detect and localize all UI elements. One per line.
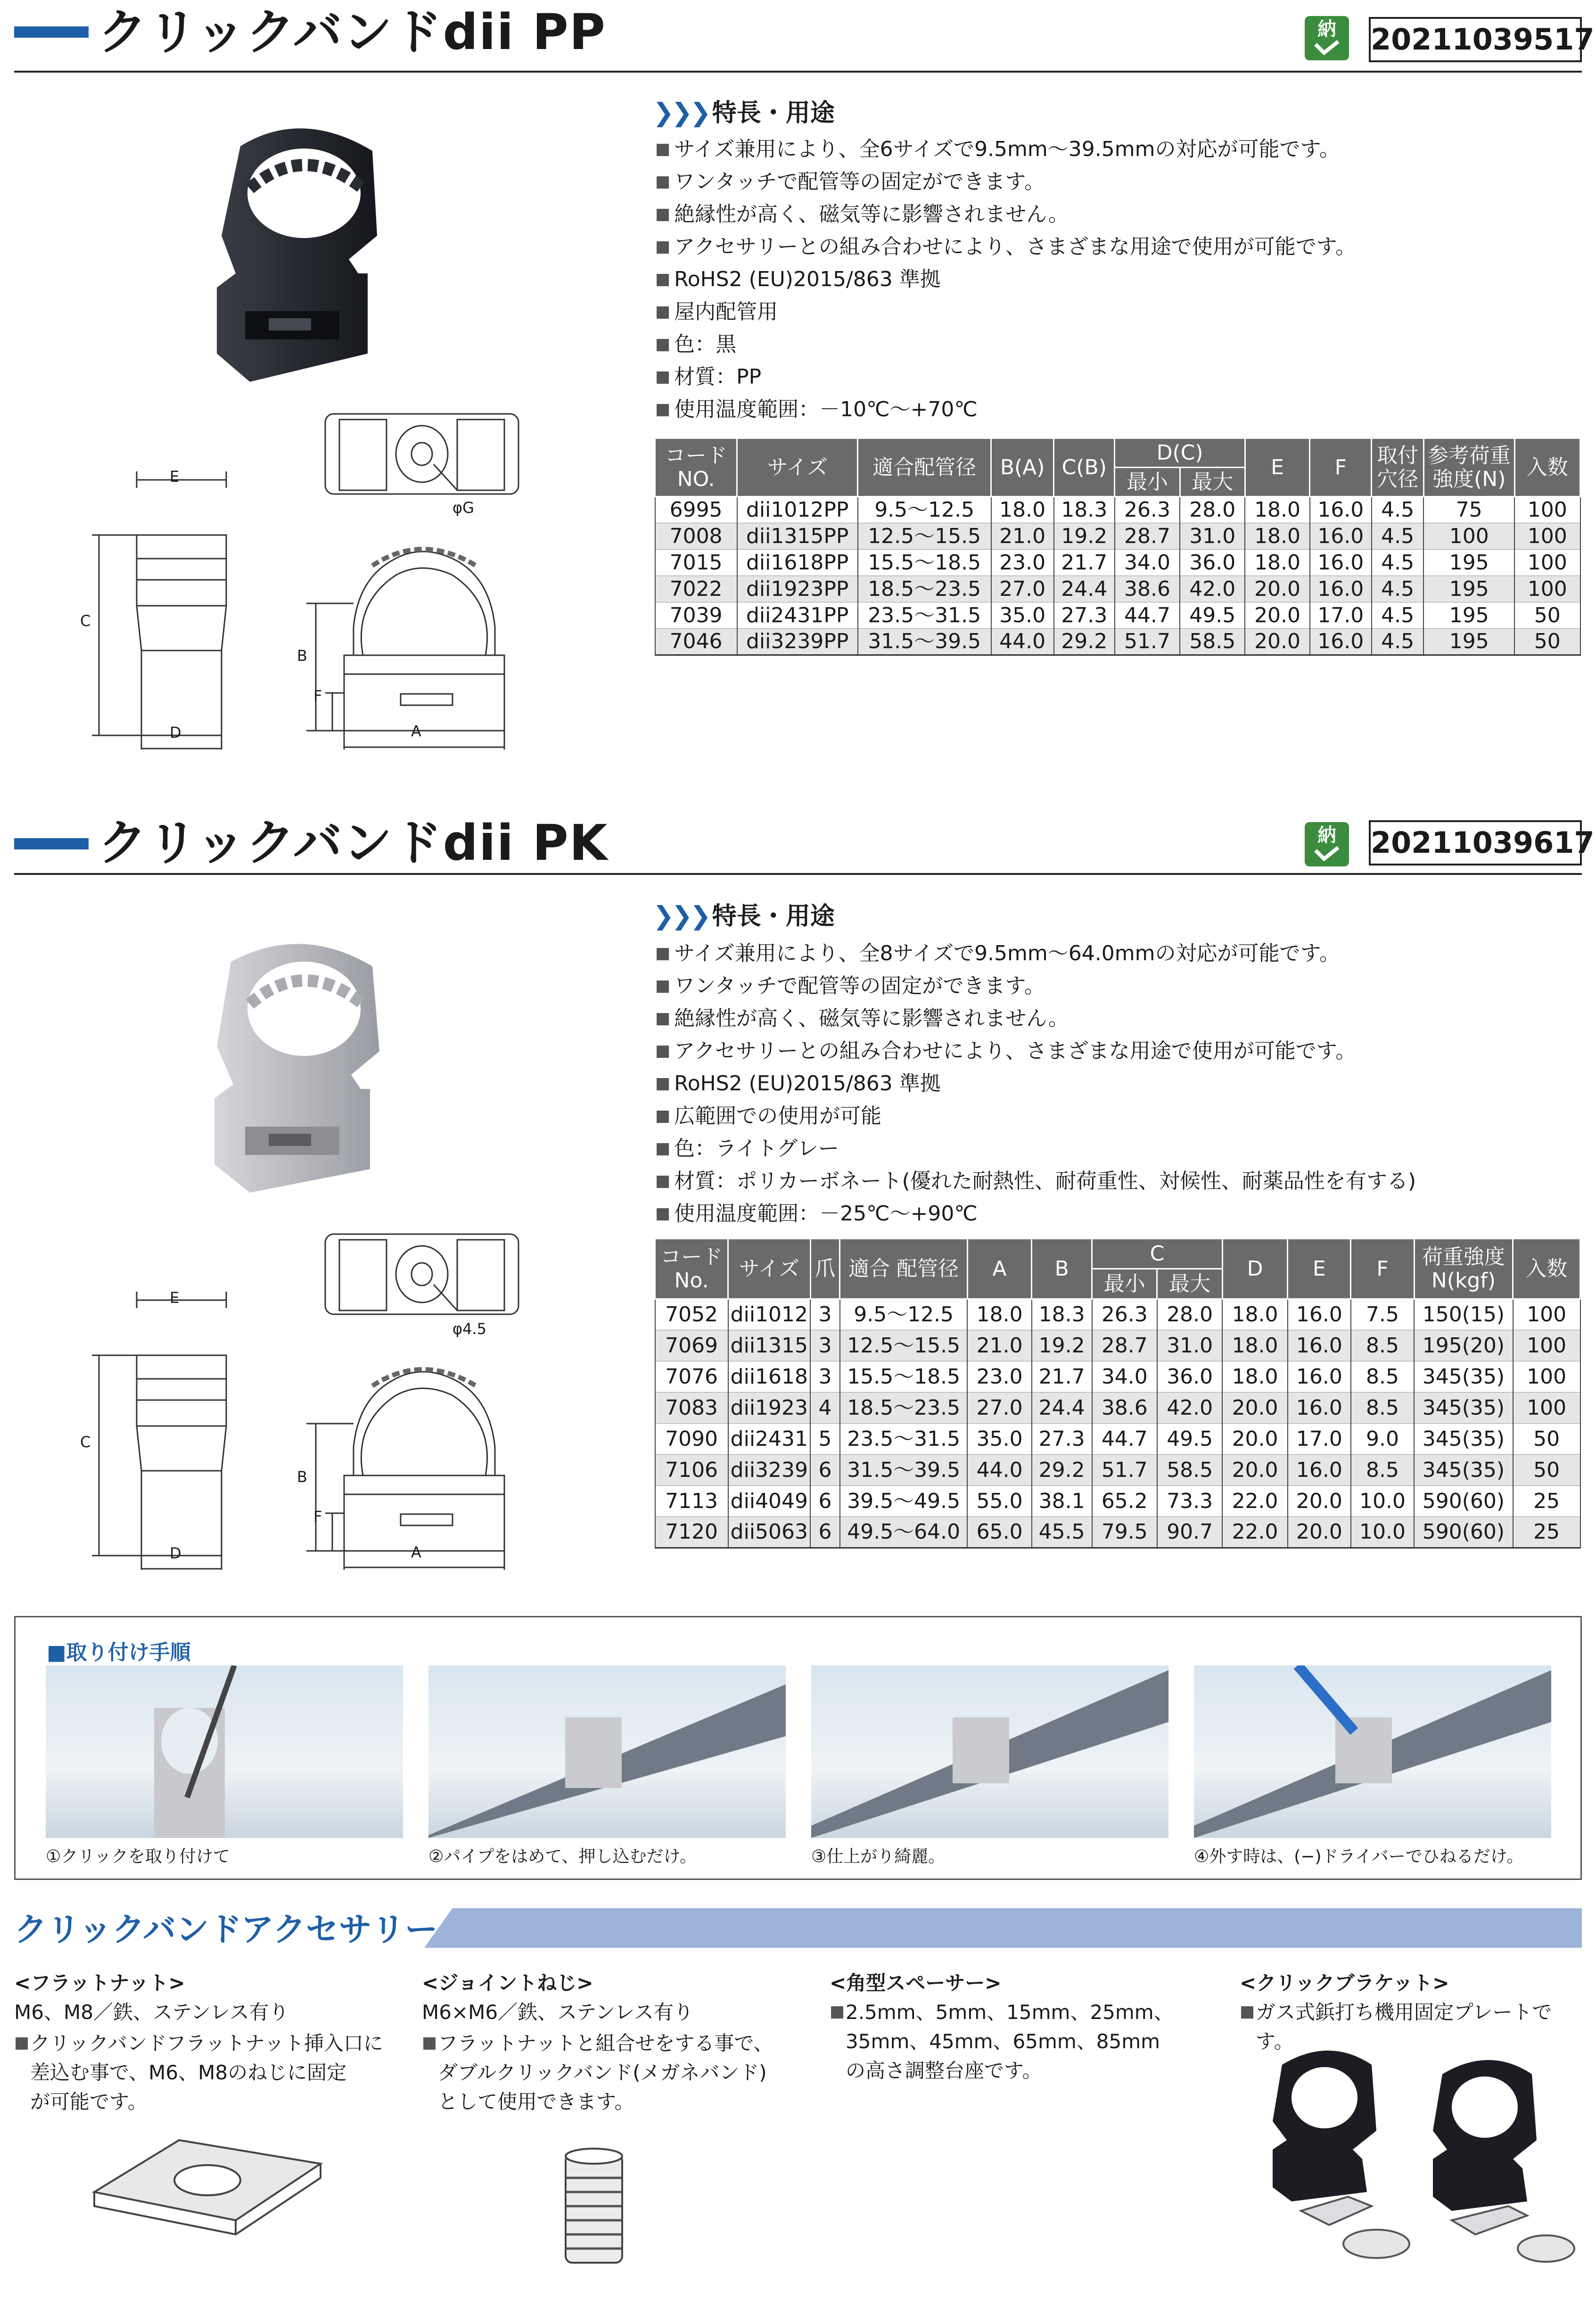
features-list [655, 134, 1356, 427]
col-header: B(A) [991, 438, 1054, 497]
table-cell: 21.0 [991, 523, 1054, 550]
table-cell: 7083 [655, 1393, 728, 1424]
dim-label-f: F [313, 687, 322, 705]
table-cell: 22.0 [1222, 1517, 1287, 1548]
table-cell: 44.7 [1092, 1424, 1157, 1455]
table-cell: dii3239 [728, 1455, 810, 1486]
step-caption: ③仕上がり綺麗。 [811, 1847, 946, 1866]
table-cell: 20.0 [1222, 1393, 1287, 1424]
table-cell: 100 [1514, 497, 1580, 523]
table-cell: 7076 [655, 1361, 728, 1393]
col-header: C(B) [1054, 438, 1115, 497]
table-row [655, 1424, 1580, 1455]
col-header: D [1222, 1239, 1287, 1299]
table-cell: 7.5 [1351, 1299, 1414, 1330]
table-cell: 23.0 [991, 550, 1054, 576]
col-header: 取付 穴径 [1372, 438, 1424, 497]
col-header: E [1288, 1239, 1351, 1299]
col-header: コード NO. [655, 438, 737, 497]
table-cell: 7015 [655, 550, 737, 576]
table-cell: 26.3 [1115, 497, 1180, 523]
table-cell: 17.0 [1310, 602, 1372, 629]
table-cell: 590(60) [1414, 1517, 1513, 1548]
flat-nut-image [85, 2121, 330, 2244]
table-cell: 45.5 [1032, 1517, 1092, 1548]
col-header: 荷重強度 N(kgf) [1414, 1239, 1513, 1299]
delivery-icon: 納 [1305, 822, 1349, 866]
table-row [655, 602, 1580, 629]
table-cell: 25 [1513, 1486, 1580, 1517]
dim-label-a: A [411, 722, 421, 740]
table-cell: 18.3 [1054, 497, 1115, 523]
dim-label-b: B [297, 647, 307, 665]
feature-item: ■ 色：ライトグレー [655, 1133, 1416, 1166]
table-cell: 9.5～12.5 [858, 497, 991, 523]
table-cell: 8.5 [1351, 1330, 1414, 1361]
table-cell: 28.0 [1180, 497, 1245, 523]
dimension-diagram-pp [71, 405, 551, 750]
table-cell: 8.5 [1351, 1361, 1414, 1393]
table-cell: dii1618PP [737, 550, 858, 576]
table-cell: 100 [1514, 550, 1580, 576]
feature-item: ■ アクセサリーとの組み合わせにより、さまざまな用途で使用が可能です。 [655, 1036, 1416, 1068]
table-cell: 20.0 [1245, 576, 1309, 602]
table-cell: 18.5～23.5 [840, 1393, 967, 1424]
table-cell: 42.0 [1180, 576, 1245, 602]
table-cell: 16.0 [1288, 1393, 1351, 1424]
chevron-icon: ❯❯❯ [653, 98, 708, 127]
table-cell: 27.3 [1032, 1424, 1092, 1455]
table-cell: 20.0 [1222, 1455, 1287, 1486]
section-title-pp: クリックバンドdii PP [98, 3, 606, 61]
table-cell: 18.0 [1222, 1361, 1287, 1393]
table-cell: 65.2 [1092, 1486, 1157, 1517]
table-cell: 36.0 [1157, 1361, 1222, 1393]
table-cell: 36.0 [1180, 550, 1245, 576]
step-caption: ①クリックを取り付けて [46, 1847, 230, 1866]
section-marker [14, 26, 89, 38]
table-cell: 21.0 [967, 1330, 1031, 1361]
table-cell: 58.5 [1180, 629, 1245, 655]
table-cell: 4.5 [1372, 629, 1424, 655]
table-cell: 50 [1514, 602, 1580, 629]
table-cell: 7090 [655, 1424, 728, 1455]
section-divider [14, 71, 1582, 73]
table-cell: 195 [1423, 576, 1514, 602]
table-cell: 49.5～64.0 [840, 1517, 967, 1548]
dim-label-e: E [170, 1289, 180, 1307]
table-cell: 16.0 [1310, 629, 1372, 655]
table-cell: 28.0 [1157, 1299, 1222, 1330]
table-cell: 3 [810, 1330, 840, 1361]
col-header: 適合配管径 [858, 438, 991, 497]
table-cell: 90.7 [1157, 1517, 1222, 1548]
table-cell: 100 [1423, 523, 1514, 550]
table-cell: 7113 [655, 1486, 728, 1517]
table-cell: 100 [1514, 523, 1580, 550]
feature-item: ■ ワンタッチで配管等の固定ができます。 [655, 166, 1356, 199]
table-cell: dii4049 [728, 1486, 810, 1517]
table-cell: 34.0 [1115, 550, 1180, 576]
table-cell: 18.0 [1245, 550, 1309, 576]
feature-item: ■ アクセサリーとの組み合わせにより、さまざまな用途で使用が可能です。 [655, 231, 1356, 264]
table-cell: 23.0 [967, 1361, 1031, 1393]
spec-table-pk [654, 1238, 1581, 1549]
table-cell: 44.0 [967, 1455, 1031, 1486]
table-cell: 7052 [655, 1299, 728, 1330]
table-cell: 27.3 [1054, 602, 1115, 629]
accessory-flat-nut: <フラットナット> M6、M8／鉄、ステンレス有り ■ クリックバンドフラットナット挿入口に 差込む事で、M6、M8のねじに固定 が可能です。 [14, 1969, 391, 2117]
table-cell: 27.0 [967, 1393, 1031, 1424]
col-header: 参考荷重 強度(N) [1423, 438, 1514, 497]
feature-item: ■ RoHS2 (EU)2015/863 準拠 [655, 264, 1356, 297]
table-cell: 7039 [655, 602, 737, 629]
table-cell: dii1618 [728, 1361, 810, 1393]
table-cell: dii1923 [728, 1393, 810, 1424]
table-cell: 42.0 [1157, 1393, 1222, 1424]
table-cell: 38.6 [1092, 1393, 1157, 1424]
table-cell: 4.5 [1372, 602, 1424, 629]
dim-label-f: F [313, 1508, 322, 1525]
step-image-4 [1194, 1665, 1551, 1838]
table-cell: dii1012 [728, 1299, 810, 1330]
table-cell: 20.0 [1245, 602, 1309, 629]
dim-label-d: D [170, 724, 181, 742]
table-cell: 345(35) [1414, 1455, 1513, 1486]
table-cell: 8.5 [1351, 1455, 1414, 1486]
table-cell: 31.5～39.5 [840, 1455, 967, 1486]
dim-label-c: C [80, 1433, 91, 1451]
table-cell: 34.0 [1092, 1361, 1157, 1393]
table-cell: 590(60) [1414, 1486, 1513, 1517]
table-cell: 20.0 [1288, 1486, 1351, 1517]
table-cell: 16.0 [1310, 576, 1372, 602]
table-cell: 51.7 [1115, 629, 1180, 655]
product-photo-pp [189, 118, 424, 382]
accessory-joint-screw: <ジョイントねじ> M6×M6／鉄、ステンレス有り ■ フラットナットと組合せをする事で、 ダブルクリックバンド(メガネバンド) として使用できます。 [422, 1969, 799, 2117]
col-header: 最小 [1115, 468, 1180, 497]
feature-item: ■ 材質：PP [655, 362, 1356, 394]
accessory-square-spacer: <角型スペーサー> ■ 2.5mm、5mm、15mm、25mm、 35mm、45mm、65mm、85mm の高さ調整台座です。 [830, 1969, 1207, 2085]
col-header: B [1032, 1239, 1092, 1299]
table-cell: 195 [1423, 629, 1514, 655]
feature-item: ■ 絶縁性が高く、磁気等に影響されません。 [655, 199, 1356, 231]
table-cell: 7120 [655, 1517, 728, 1548]
table-cell: 50 [1514, 629, 1580, 655]
dim-label-d: D [170, 1544, 181, 1562]
col-header: 適合 配管径 [840, 1239, 967, 1299]
table-cell: 39.5～49.5 [840, 1486, 967, 1517]
table-cell: 16.0 [1288, 1299, 1351, 1330]
table-row [655, 1486, 1580, 1517]
spec-table-pp [654, 437, 1581, 656]
step-image-1 [46, 1665, 403, 1838]
table-cell: 29.2 [1054, 629, 1115, 655]
table-cell: 12.5～15.5 [858, 523, 991, 550]
table-row [655, 1361, 1580, 1393]
table-cell: 16.0 [1310, 550, 1372, 576]
table-cell: 9.0 [1351, 1424, 1414, 1455]
table-cell: 23.5～31.5 [840, 1424, 967, 1455]
table-cell: 50 [1513, 1455, 1580, 1486]
feature-item: ■ サイズ兼用により、全6サイズで9.5mm～39.5mmの対応が可能です。 [655, 134, 1356, 166]
table-cell: 44.0 [991, 629, 1054, 655]
feature-item: ■ 屋内配管用 [655, 297, 1356, 329]
table-cell: 4.5 [1372, 550, 1424, 576]
col-header: コード No. [655, 1239, 728, 1299]
step-caption: ④外す時は、(−)ドライバーでひねるだけ。 [1194, 1847, 1524, 1866]
table-cell: 31.0 [1157, 1330, 1222, 1361]
feature-item: ■ 絶縁性が高く、磁気等に影響されません。 [655, 1003, 1416, 1036]
table-cell: 18.5～23.5 [858, 576, 991, 602]
table-cell: 55.0 [967, 1486, 1031, 1517]
accessories-title: クリックバンドアクセサリー [14, 1910, 438, 1949]
table-cell: 6 [810, 1486, 840, 1517]
col-header: D(C) [1115, 438, 1245, 468]
col-header: 爪 [810, 1239, 840, 1299]
col-header: サイズ [728, 1239, 810, 1299]
table-cell: 18.0 [967, 1299, 1031, 1330]
table-cell: 19.2 [1054, 523, 1115, 550]
col-header: 最大 [1157, 1269, 1222, 1299]
click-bracket-image [1254, 2036, 1584, 2272]
table-cell: 8.5 [1351, 1393, 1414, 1424]
table-cell: 25 [1513, 1517, 1580, 1548]
table-cell: 6 [810, 1455, 840, 1486]
features-heading: ❯❯❯ 特長・用途 [653, 901, 835, 931]
table-row [655, 1299, 1580, 1330]
features-list [655, 938, 1416, 1231]
table-cell: 7008 [655, 523, 737, 550]
table-cell: 16.0 [1310, 497, 1372, 523]
dim-label-a: A [411, 1543, 421, 1561]
col-header: F [1351, 1239, 1414, 1299]
table-cell: 345(35) [1414, 1424, 1513, 1455]
table-cell: 4 [810, 1393, 840, 1424]
table-cell: 4.5 [1372, 523, 1424, 550]
table-cell: dii1315PP [737, 523, 858, 550]
table-cell: 18.0 [1222, 1299, 1287, 1330]
feature-item: ■ 使用温度範囲：－25℃～+90℃ [655, 1198, 1416, 1231]
chevron-icon: ❯❯❯ [653, 901, 708, 931]
install-panel [14, 1616, 1582, 1880]
table-cell: 79.5 [1092, 1517, 1157, 1548]
table-cell: 35.0 [991, 602, 1054, 629]
table-cell: 24.4 [1054, 576, 1115, 602]
table-cell: 100 [1513, 1330, 1580, 1361]
table-cell: 10.0 [1351, 1517, 1414, 1548]
table-row [655, 1517, 1580, 1548]
table-cell: 195 [1423, 602, 1514, 629]
table-cell: 7106 [655, 1455, 728, 1486]
dim-label-b: B [297, 1468, 307, 1486]
table-cell: 18.0 [1245, 497, 1309, 523]
col-header: E [1245, 438, 1309, 497]
feature-item: ■ 使用温度範囲：－10℃～+70℃ [655, 394, 1356, 427]
table-cell: dii1012PP [737, 497, 858, 523]
table-cell: 10.0 [1351, 1486, 1414, 1517]
table-cell: 49.5 [1157, 1424, 1222, 1455]
table-cell: 50 [1513, 1424, 1580, 1455]
table-cell: 29.2 [1032, 1455, 1092, 1486]
col-header: 最大 [1180, 468, 1245, 497]
table-cell: 44.7 [1115, 602, 1180, 629]
table-cell: 3 [810, 1361, 840, 1393]
table-cell: 15.5～18.5 [840, 1361, 967, 1393]
section-marker [14, 838, 89, 849]
install-heading: ■取り付け手順 [47, 1640, 191, 1665]
dim-label-e: E [170, 468, 180, 486]
table-row [655, 1455, 1580, 1486]
table-cell: 18.0 [1245, 523, 1309, 550]
table-cell: dii1923PP [737, 576, 858, 602]
table-cell: dii1315 [728, 1330, 810, 1361]
table-cell: 28.7 [1092, 1330, 1157, 1361]
table-cell: 16.0 [1310, 523, 1372, 550]
table-cell: 16.0 [1288, 1455, 1351, 1486]
table-cell: 31.0 [1180, 523, 1245, 550]
table-cell: 3 [810, 1299, 840, 1330]
section-title-pk: クリックバンドdii PK [98, 814, 609, 872]
table-cell: 22.0 [1222, 1486, 1287, 1517]
table-cell: dii2431PP [737, 602, 858, 629]
table-row [655, 550, 1580, 576]
feature-item: ■ 色：黒 [655, 329, 1356, 362]
col-header: 入数 [1514, 438, 1580, 497]
table-cell: 18.0 [1222, 1330, 1287, 1361]
table-cell: 100 [1513, 1393, 1580, 1424]
table-row [655, 1330, 1580, 1361]
table-cell: 16.0 [1288, 1361, 1351, 1393]
step-caption: ②パイプをはめて、押し込むだけ。 [428, 1847, 697, 1866]
table-cell: 31.5～39.5 [858, 629, 991, 655]
table-cell: 6995 [655, 497, 737, 523]
table-row [655, 629, 1580, 655]
table-cell: 5 [810, 1424, 840, 1455]
col-header: C [1092, 1239, 1223, 1269]
feature-item: ■ RoHS2 (EU)2015/863 準拠 [655, 1068, 1416, 1101]
table-cell: 4.5 [1372, 497, 1424, 523]
table-cell: 12.5～15.5 [840, 1330, 967, 1361]
table-cell: 20.0 [1222, 1424, 1287, 1455]
table-cell: 19.2 [1032, 1330, 1092, 1361]
step-image-2 [428, 1665, 786, 1838]
table-cell: 7022 [655, 576, 737, 602]
table-cell: dii3239PP [737, 629, 858, 655]
table-cell: 73.3 [1157, 1486, 1222, 1517]
table-cell: 7046 [655, 629, 737, 655]
table-cell: 16.0 [1288, 1330, 1351, 1361]
table-cell: 27.0 [991, 576, 1054, 602]
accessories-header [14, 1908, 1582, 1948]
table-cell: 6 [810, 1517, 840, 1548]
table-cell: 28.7 [1115, 523, 1180, 550]
dim-label-g: φG [452, 499, 474, 517]
table-cell: 21.7 [1032, 1361, 1092, 1393]
table-cell: 345(35) [1414, 1393, 1513, 1424]
table-row [655, 523, 1580, 550]
table-cell: 18.3 [1032, 1299, 1092, 1330]
table-cell: 100 [1513, 1361, 1580, 1393]
table-cell: 75 [1423, 497, 1514, 523]
table-cell: 24.4 [1032, 1393, 1092, 1424]
product-photo-pk [189, 929, 424, 1193]
table-cell: 20.0 [1288, 1517, 1351, 1548]
col-header: F [1310, 438, 1372, 497]
table-cell: 51.7 [1092, 1455, 1157, 1486]
table-row [655, 576, 1580, 602]
table-row [655, 1393, 1580, 1424]
table-cell: 15.5～18.5 [858, 550, 991, 576]
col-header: A [967, 1239, 1031, 1299]
features-heading: ❯❯❯ 特長・用途 [653, 98, 835, 127]
table-row [655, 497, 1580, 523]
table-cell: 150(15) [1414, 1299, 1513, 1330]
table-cell: 7069 [655, 1330, 728, 1361]
table-cell: 195(20) [1414, 1330, 1513, 1361]
product-code: 20211039517 [1369, 17, 1582, 62]
table-cell: 35.0 [967, 1424, 1031, 1455]
col-header: サイズ [737, 438, 858, 497]
col-header: 入数 [1513, 1239, 1580, 1299]
step-image-3 [811, 1665, 1168, 1838]
table-cell: 21.7 [1054, 550, 1115, 576]
dim-label-g: φ4.5 [452, 1320, 486, 1338]
table-cell: 4.5 [1372, 576, 1424, 602]
feature-item: ■ サイズ兼用により、全8サイズで9.5mm～64.0mmの対応が可能です。 [655, 938, 1416, 971]
delivery-icon: 納 [1305, 16, 1349, 60]
table-cell: 26.3 [1092, 1299, 1157, 1330]
joint-screw-image [556, 2145, 632, 2272]
accessory-click-bracket: <クリックブラケット> ■ ガス式鋲打ち機用固定プレートです。 [1240, 1969, 1579, 2056]
table-cell: 65.0 [967, 1517, 1031, 1548]
dimension-diagram-pk [71, 1226, 551, 1570]
table-cell: 17.0 [1288, 1424, 1351, 1455]
table-cell: 18.0 [991, 497, 1054, 523]
section-divider [14, 873, 1582, 875]
table-cell: 345(35) [1414, 1361, 1513, 1393]
col-header: 最小 [1092, 1269, 1157, 1299]
table-cell: 9.5～12.5 [840, 1299, 967, 1330]
table-cell: 100 [1513, 1299, 1580, 1330]
table-cell: 20.0 [1245, 629, 1309, 655]
table-cell: 23.5～31.5 [858, 602, 991, 629]
table-cell: dii5063 [728, 1517, 810, 1548]
table-cell: 195 [1423, 550, 1514, 576]
table-cell: 38.1 [1032, 1486, 1092, 1517]
feature-item: ■ 広範囲での使用が可能 [655, 1101, 1416, 1133]
dim-label-c: C [80, 612, 91, 630]
table-cell: 100 [1514, 576, 1580, 602]
table-cell: dii2431 [728, 1424, 810, 1455]
product-code: 20211039617 [1369, 820, 1582, 865]
table-cell: 49.5 [1180, 602, 1245, 629]
feature-item: ■ 材質：ポリカーボネート(優れた耐熱性、耐荷重性、対候性、耐薬品性を有する) [655, 1166, 1416, 1198]
table-cell: 58.5 [1157, 1455, 1222, 1486]
table-cell: 38.6 [1115, 576, 1180, 602]
feature-item: ■ ワンタッチで配管等の固定ができます。 [655, 971, 1416, 1003]
